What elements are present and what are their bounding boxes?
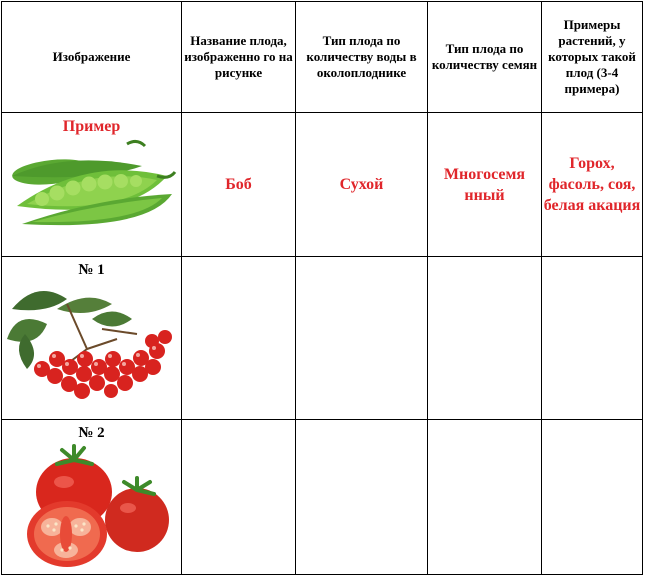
answer-plant-examples-example: [542, 113, 643, 257]
answer-seed-type-example: [428, 113, 542, 257]
pea-pod-image: [7, 136, 177, 236]
empty-cell[interactable]: [296, 257, 428, 420]
row-label-2: № 2: [78, 425, 105, 441]
empty-cell[interactable]: [542, 420, 643, 575]
image-cell-example: [2, 113, 182, 257]
empty-cell[interactable]: [428, 257, 542, 420]
row-label-example: Пример: [62, 118, 121, 135]
empty-cell[interactable]: [182, 257, 296, 420]
answer-text: Боб: [225, 176, 252, 193]
header-fruit-name: Название плода, изображенно го на рисунке: [182, 2, 296, 113]
header-plant-examples: Примеры растений, у которых такой плод (3-4 примера): [542, 2, 643, 113]
fruit-worksheet-table: [1, 1, 643, 575]
answer-fruit-name-example: [182, 113, 296, 257]
header-image: Изображение: [2, 2, 182, 113]
image-cell-2: [2, 420, 182, 575]
table-row-1: [2, 257, 643, 420]
header-seed-type: Тип плода по количеству семян: [428, 2, 542, 113]
header-water-type: Тип плода по количеству воды в околоплоднике: [296, 2, 428, 113]
answer-water-type-example: [296, 113, 428, 257]
answer-text: Многосемя нный: [443, 165, 526, 204]
empty-cell[interactable]: [428, 420, 542, 575]
empty-cell[interactable]: [182, 420, 296, 575]
row-label-1: № 1: [78, 262, 105, 278]
table-row-2: [2, 420, 643, 575]
empty-cell[interactable]: [542, 257, 643, 420]
image-cell-1: [2, 257, 182, 420]
answer-text: Сухой: [339, 176, 384, 193]
empty-cell[interactable]: [296, 420, 428, 575]
rowan-berries-image: [7, 279, 177, 409]
table-row-example: [2, 113, 643, 257]
answer-text: Горох, фасоль, соя, белая акация: [543, 155, 641, 214]
header-row: [2, 2, 643, 113]
tomato-image: [12, 442, 172, 570]
